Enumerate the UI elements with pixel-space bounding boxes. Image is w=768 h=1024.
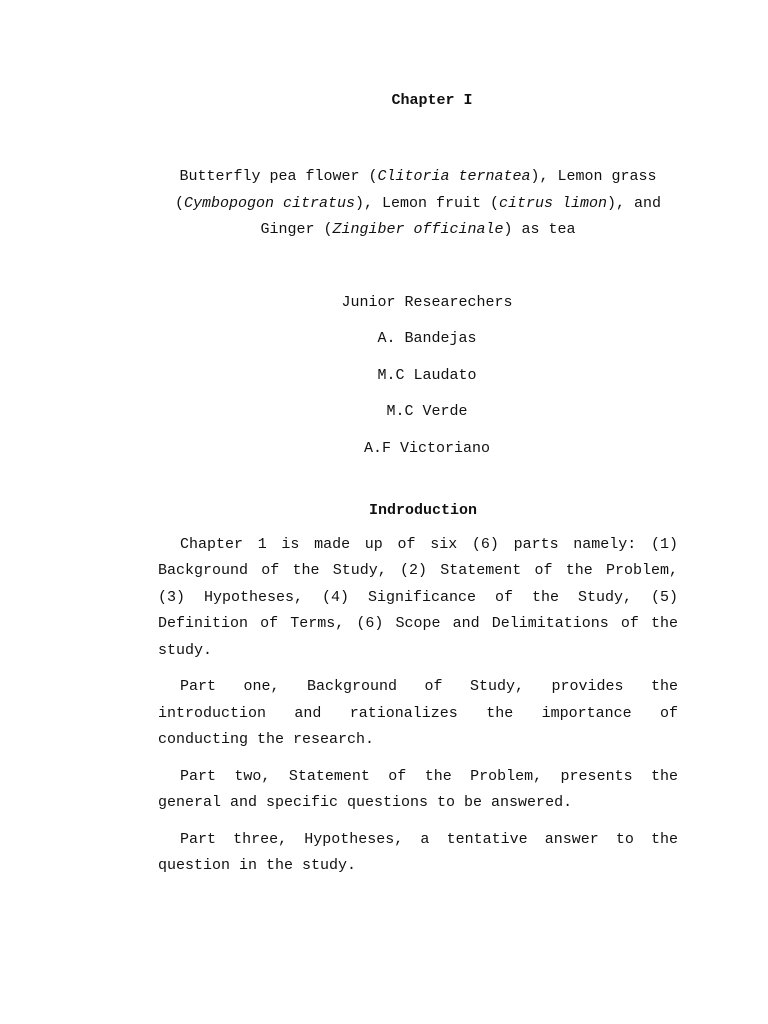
title-text-2: ), Lemon grass ( xyxy=(174,168,657,212)
title-species-2: Cymbopogon citratus xyxy=(183,194,355,212)
introduction-paragraph: Part three, Hypotheses, a tentative answer to the question in the study. xyxy=(158,830,678,874)
title-species-1: Clitoria ternatea xyxy=(377,168,531,185)
title-text-5: ) as tea xyxy=(503,221,576,238)
page-content xyxy=(158,90,678,890)
researcher-name: A.F Victoriano xyxy=(363,439,491,457)
title-text-4: ), and Ginger ( xyxy=(260,194,662,238)
title-species-3: citrus limon xyxy=(499,194,608,212)
chapter-heading: Chapter I xyxy=(391,92,473,109)
introduction-paragraph: Part two, Statement of the Problem, presents the general and specific questions to be answered. xyxy=(158,767,678,811)
title-text-3: ), Lemon fruit ( xyxy=(354,194,500,212)
title-text-1: Butterfly pea flower ( xyxy=(179,168,378,185)
researchers-block xyxy=(158,292,678,460)
research-title xyxy=(158,164,678,244)
introduction-paragraph: Part one, Background of Study, provides the introduction and rationalizes the importance of conducting the research. xyxy=(158,678,678,748)
researcher-name: A. Bandejas xyxy=(377,330,477,347)
researchers-heading: Junior Researechers xyxy=(341,293,513,311)
researcher-name: M.C Verde xyxy=(386,403,468,420)
researcher-name: M.C Laudato xyxy=(377,366,477,384)
title-species-4: Zingiber officinale xyxy=(332,221,504,238)
introduction-heading: Indroduction xyxy=(368,501,478,519)
introduction-paragraph: Chapter 1 is made up of six (6) parts namely: (1) Background of the Study, (2) Statement of the Problem, (3) Hypotheses, (4) Significance of the Study, (5) Definition of Terms, (6) Scope and Delimitations of the study. xyxy=(158,535,678,659)
